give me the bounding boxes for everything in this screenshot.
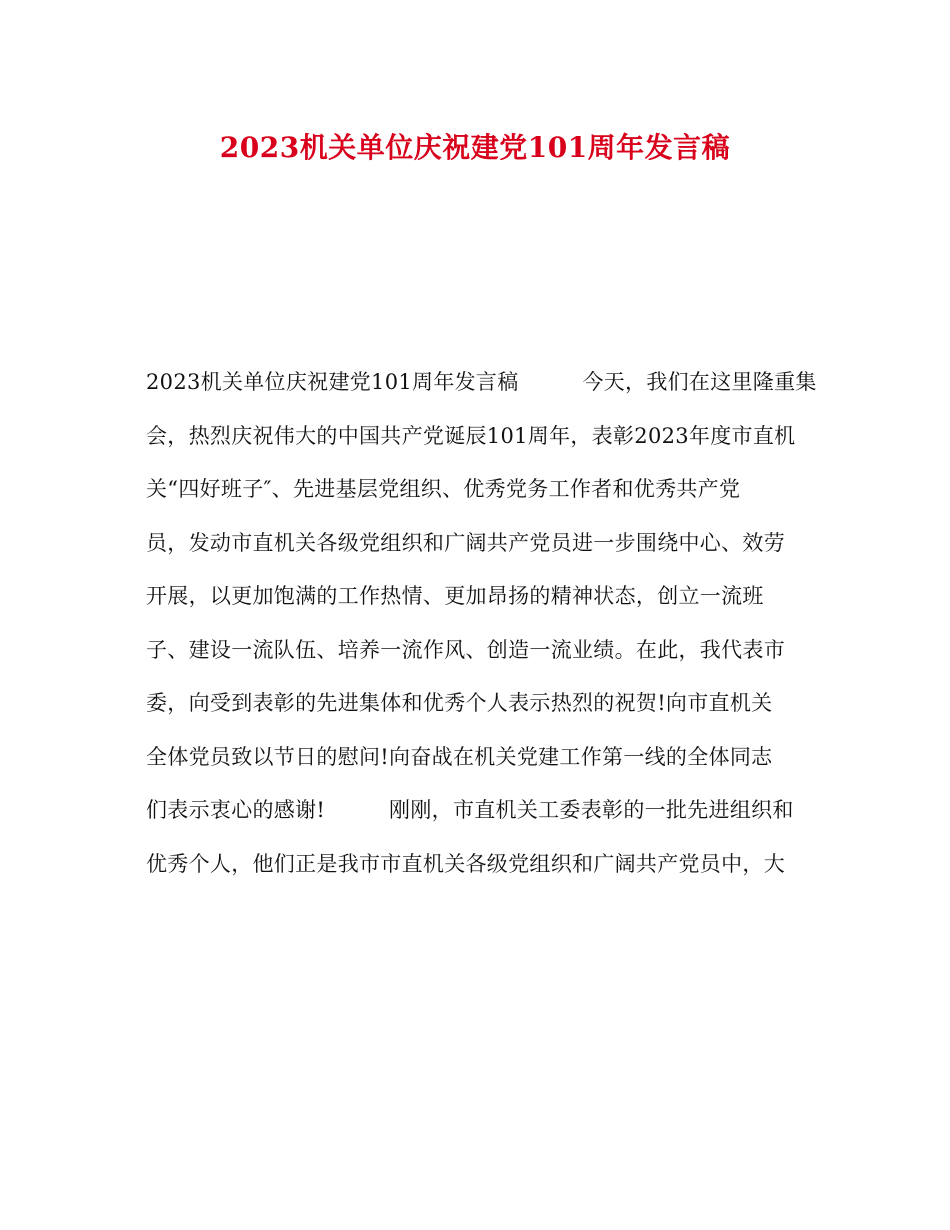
body-line: 会，热烈庆祝伟大的中国共产党诞辰101周年，表彰2023年度市直机: [146, 423, 796, 448]
document-title: 2023机关单位庆祝建党101周年发言稿: [219, 131, 731, 164]
body-line: 优秀个人，他们正是我市市直机关各级党组织和广阔共产党员中，大: [146, 851, 785, 876]
body-line: 开展，以更加饱满的工作热情、更加昂扬的精神状态，创立一流班: [146, 584, 764, 608]
body-line: 子、建设一流队伍、培养一流作风、创造一流业绩。在此，我代表市: [146, 637, 785, 662]
body-line: 委，向受到表彰的先进集体和优秀个人表示热烈的祝贺!向市直机关: [146, 691, 773, 715]
document-body: [146, 360, 816, 895]
body-line: 关“四好班子″、先进基层党组织、优秀党务工作者和优秀共产党: [146, 477, 741, 501]
body-line: 们表示衷心的感谢! 刚刚，市直机关工委表彰的一批先进组织和: [146, 798, 794, 822]
body-line: 员，发动市直机关各级党组织和广阔共产党员进一步围绕中心、效劳: [146, 530, 785, 555]
body-line: 全体党员致以节日的慰问!向奋战在机关党建工作第一线的全体同志: [146, 744, 773, 769]
body-line: 2023机关单位庆祝建党101周年发言稿 今天，我们在这里隆重集: [146, 370, 817, 394]
